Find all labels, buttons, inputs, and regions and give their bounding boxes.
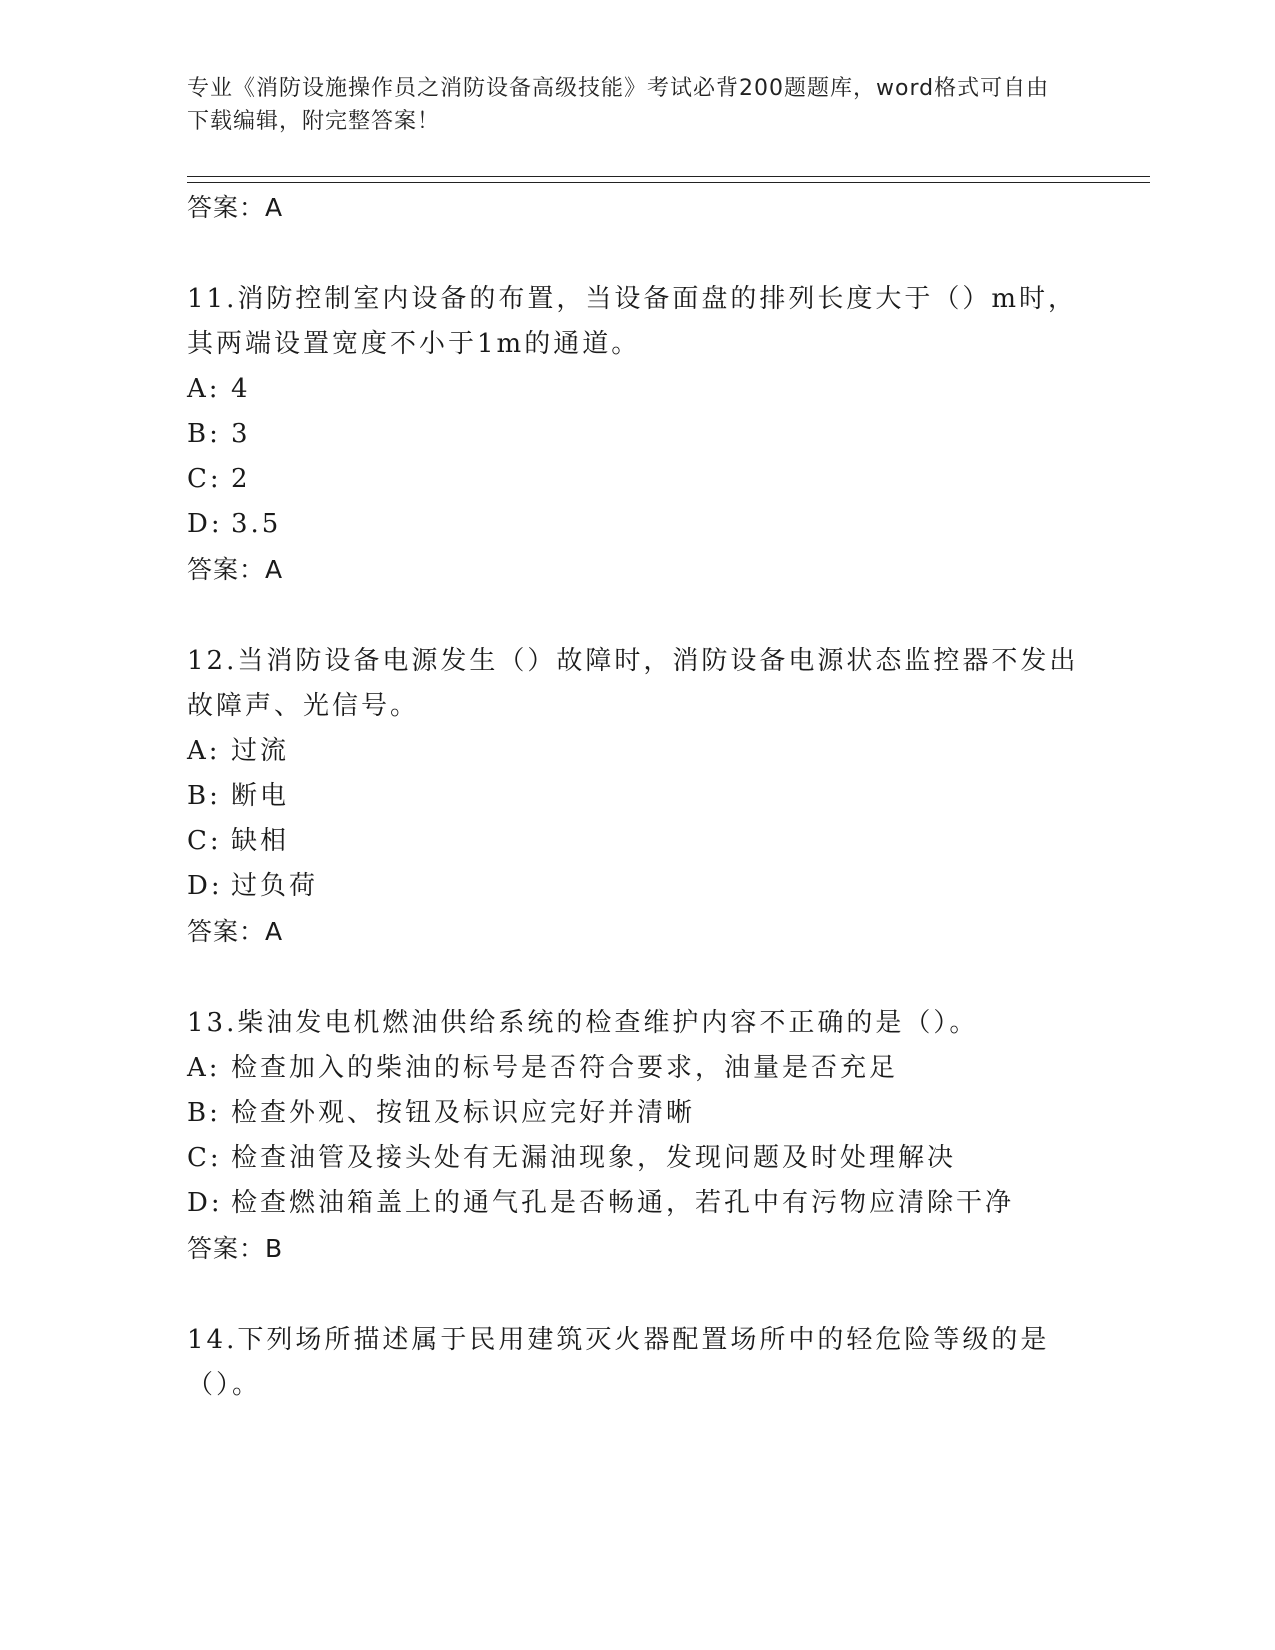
option-text: 3 (231, 419, 251, 449)
option-d (187, 502, 1087, 547)
option-c (187, 1136, 1087, 1181)
option-text: 检查燃油箱盖上的通气孔是否畅通，若孔中有污物应清除干净 (231, 1188, 1015, 1218)
option-c (187, 819, 1087, 864)
option-label: A: (187, 736, 221, 766)
option-label: C: (187, 1143, 222, 1173)
question-11 (187, 277, 1087, 593)
option-label: D: (187, 1188, 223, 1218)
option-label: A: (187, 374, 221, 404)
option-label: D: (187, 871, 223, 901)
option-a (187, 1046, 1087, 1091)
option-text: 4 (231, 374, 251, 404)
option-text: 缺相 (231, 826, 290, 856)
previous-answer: 答案：A (187, 193, 284, 222)
question-text: 14.下列场所描述属于民用建筑灭火器配置场所中的轻危险等级的是（）。 (187, 1325, 1050, 1400)
option-text: 过负荷 (231, 871, 319, 901)
page-header: 专业《消防设施操作员之消防设备高级技能》考试必背200题题库，word格式可自由下载编辑，附完整答案！ (187, 76, 1050, 134)
option-text: 检查外观、按钮及标识应完好并清晰 (231, 1098, 696, 1128)
question-12 (187, 639, 1087, 955)
answer: 答案：A (187, 917, 284, 946)
question-13 (187, 1001, 1087, 1272)
answer: 答案：A (187, 555, 284, 584)
option-b (187, 774, 1087, 819)
option-d (187, 1181, 1087, 1226)
question-text: 13.柴油发电机燃油供给系统的检查维护内容不正确的是（）。 (187, 1008, 979, 1038)
question-text: 12.当消防设备电源发生（）故障时，消防设备电源状态监控器不发出故障声、光信号。 (187, 646, 1079, 721)
option-label: B: (187, 419, 221, 449)
option-text: 过流 (231, 736, 290, 766)
option-label: C: (187, 464, 222, 494)
option-d (187, 864, 1087, 909)
option-a (187, 367, 1087, 412)
option-b (187, 412, 1087, 457)
option-label: A: (187, 1053, 221, 1083)
header-divider-top (187, 176, 1150, 177)
option-text: 检查加入的柴油的标号是否符合要求，油量是否充足 (231, 1053, 899, 1083)
question-list (187, 185, 1087, 1408)
question-14 (187, 1318, 1087, 1408)
option-text: 断电 (231, 781, 290, 811)
option-label: B: (187, 781, 221, 811)
option-c (187, 457, 1087, 502)
option-label: C: (187, 826, 222, 856)
option-a (187, 729, 1087, 774)
option-text: 3.5 (231, 509, 282, 539)
option-text: 2 (231, 464, 251, 494)
header-divider-bottom (187, 182, 1150, 183)
option-label: B: (187, 1098, 221, 1128)
option-label: D: (187, 509, 223, 539)
option-text: 检查油管及接头处有无漏油现象，发现问题及时处理解决 (231, 1143, 957, 1173)
question-text: 11.消防控制室内设备的布置，当设备面盘的排列长度大于（）m时，其两端设置宽度不小于1m的通道。 (187, 284, 1078, 359)
answer: 答案：B (187, 1234, 284, 1263)
option-b (187, 1091, 1087, 1136)
